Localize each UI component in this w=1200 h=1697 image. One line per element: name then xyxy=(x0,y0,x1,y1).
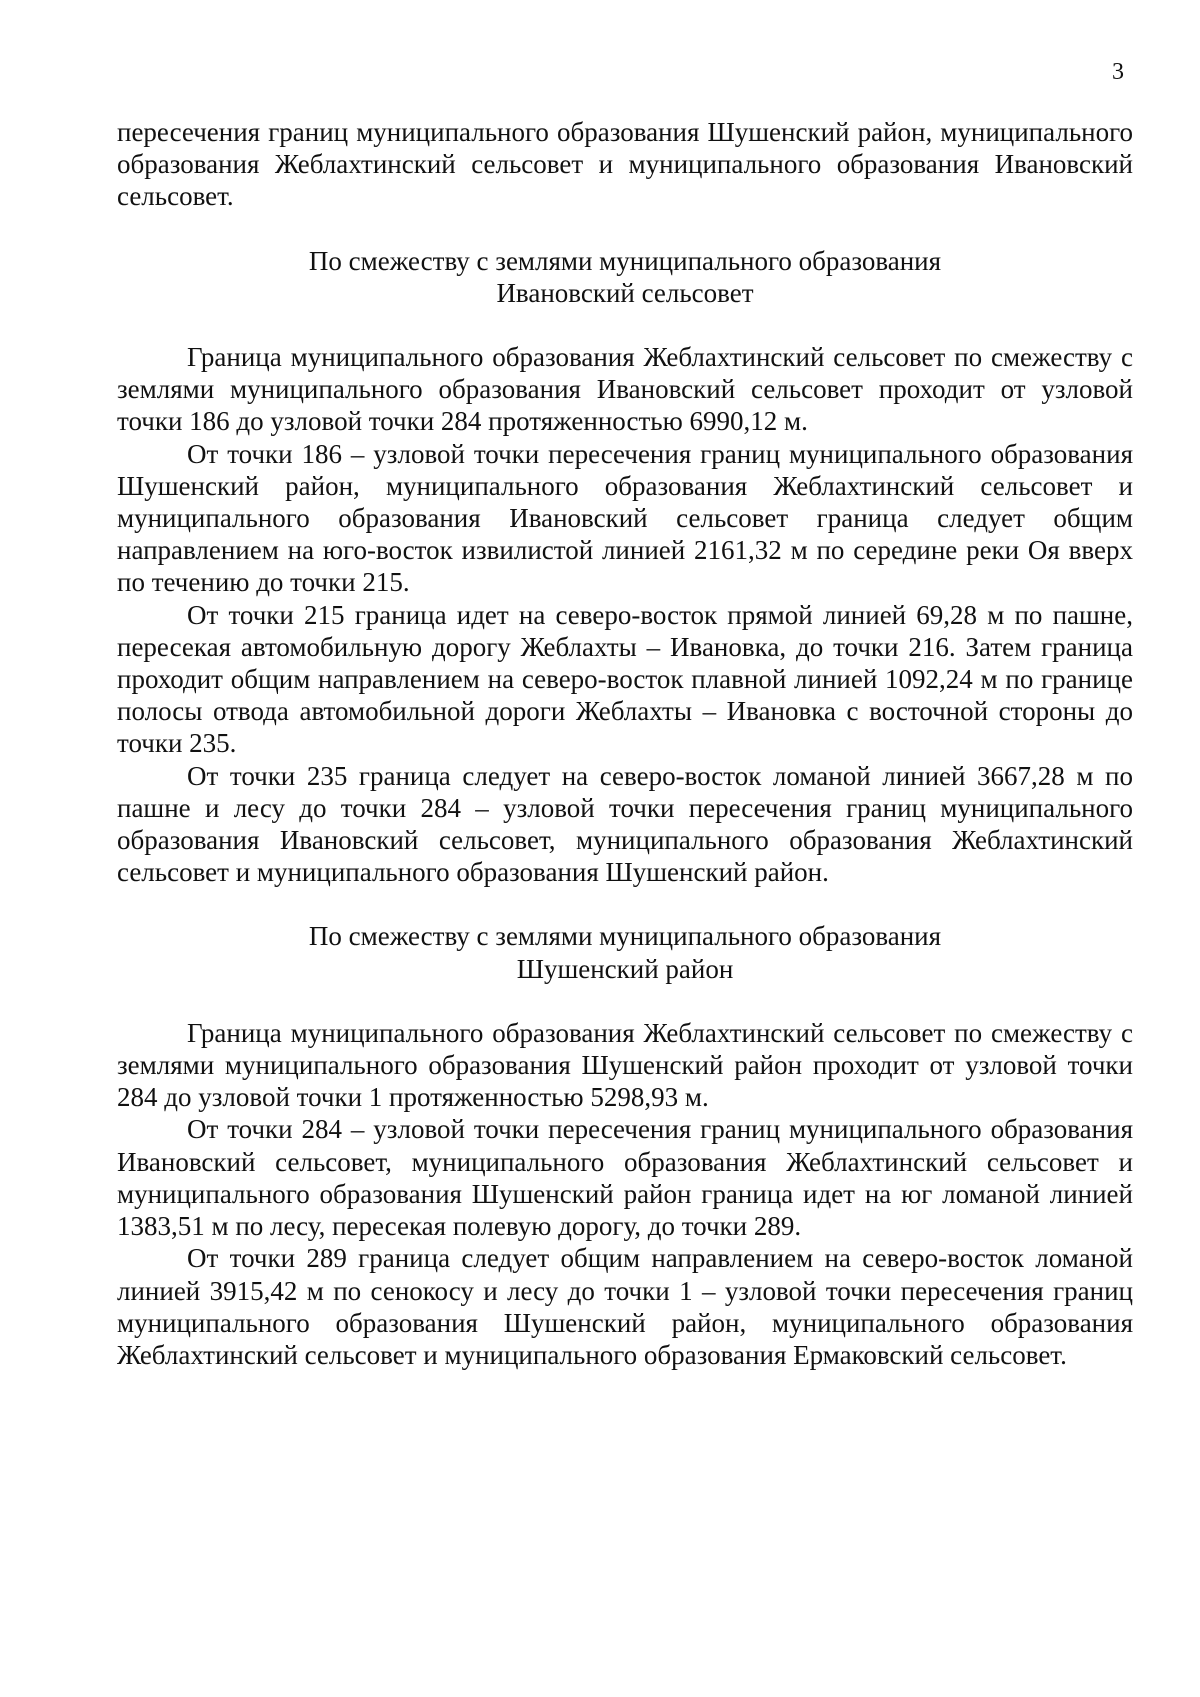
paragraph: От точки 289 граница следует общим направлением на северо-восток ломаной линией 3915,42 м по сенокосу и лесу до точки 1 – узловой точки пересечения границ муниципального образования Шушенский район, муниципального образования Жеблахтинский сельсовет и муниципального образования Ермаковский сельсовет. xyxy=(117,1243,1133,1370)
paragraph: От точки 235 граница следует на северо-восток ломаной линией 3667,28 м по пашне и лесу до точки 284 – узловой точки пересечения границ муниципального образования Ивановский сельсовет, муниципального образования Жеблахтинский сельсовет и муниципального образования Шушенский район. xyxy=(117,760,1133,888)
section-heading-shushensky xyxy=(117,920,1133,984)
paragraph: От точки 284 – узловой точки пересечения границ муниципального образования Ивановский сельсовет, муниципального образования Жеблахтинский сельсовет и муниципального образования Шушенский район граница идет на юг ломаной линией 1383,51 м по лесу, пересекая полевую дорогу, до точки 289. xyxy=(117,1114,1133,1242)
section-heading-line: Ивановский сельсовет xyxy=(496,277,754,308)
section-heading-line: Шушенский район xyxy=(516,953,734,984)
section-heading-line: По смежеству с землями муниципального образования xyxy=(308,921,942,952)
document-body xyxy=(117,116,1133,1371)
page-number: 3 xyxy=(1112,59,1124,85)
section-heading-ivanovsky xyxy=(117,245,1133,309)
paragraph: Граница муниципального образования Жеблахтинский сельсовет по смежеству с землями муниципального образования Шушенский район проходит от узловой точки 284 до узловой точки 1 протяженностью 5298,93 м. xyxy=(117,1017,1133,1113)
spacer xyxy=(117,309,1133,341)
paragraph: Граница муниципального образования Жеблахтинский сельсовет по смежеству с землями муниципального образования Ивановский сельсовет проходит от узловой точки 186 до узловой точки 284 протяженностью 6990,12 м. xyxy=(117,342,1133,437)
paragraph: От точки 215 граница идет на северо-восток прямой линией 69,28 м по пашне, пересекая автомобильную дорогу Жеблахты – Ивановка, до точки 216. Затем граница проходит общим направлением на северо-восток плавной линией 1092,24 м по границе полосы отвода автомобильной дороги Жеблахты – Ивановка с восточной стороны до точки 235. xyxy=(117,599,1133,759)
paragraph: От точки 186 – узловой точки пересечения границ муниципального образования Шушенский район, муниципального образования Жеблахтинский сельсовет и муниципального образования Ивановский сельсовет граница следует общим направлением на юго-восток извилистой линией 2161,32 м по середине реки Оя вверх по течению до точки 215. xyxy=(117,438,1133,598)
spacer xyxy=(117,213,1133,245)
section-heading-line: По смежеству с землями муниципального образования xyxy=(308,245,942,276)
spacer xyxy=(117,985,1133,1017)
paragraph-continuation: пересечения границ муниципального образования Шушенский район, муниципального образования Жеблахтинский сельсовет и муниципального образования Ивановский сельсовет. xyxy=(117,117,1133,212)
spacer xyxy=(117,888,1133,920)
